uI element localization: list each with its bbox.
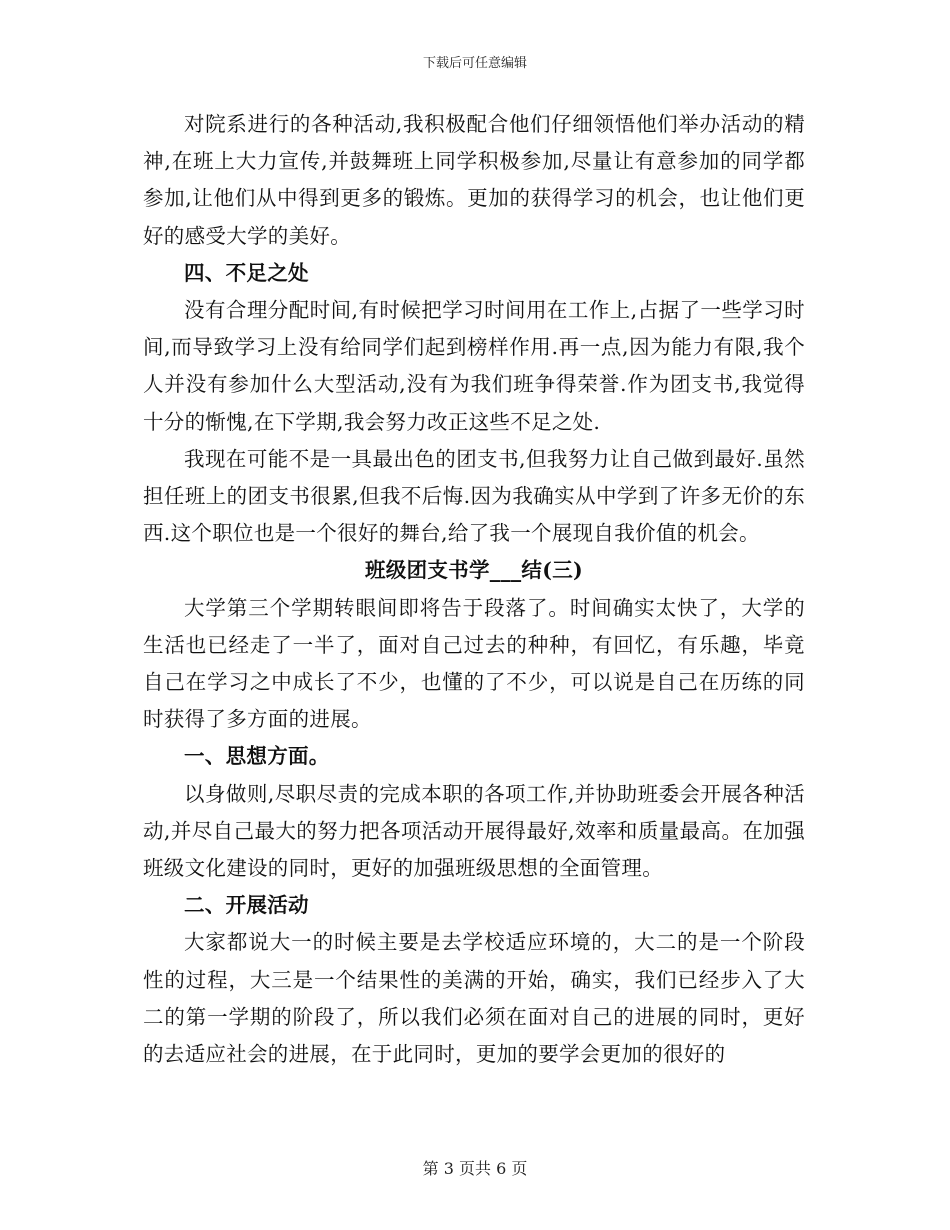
paragraph-shortcomings: 没有合理分配时间,有时候把学习时间用在工作上,占据了一些学习时间,而导致学习上没有给同学们起到榜样作用.再一点,因为能力有限,我个人并没有参加什么大型活动,没有为我们班争得荣誉.作为团支书,我觉得十分的惭愧,在下学期,我会努力改正这些不足之处. xyxy=(143,298,805,434)
heading-thought: 一、思想方面。 xyxy=(184,744,330,769)
header-note: 下载后可任意编辑 xyxy=(422,56,527,71)
paragraph-thought: 以身做则,尽职尽责的完成本职的各项工作,并协助班委会开展各种活动,并尽自己最大的努力把各项活动开展得最好,效率和质量最高。在加强班级文化建设的同时，更好的加强班级思想的全面管理。 xyxy=(143,781,805,881)
heading-shortcomings: 四、不足之处 xyxy=(184,260,309,285)
paragraph-reflection: 我现在可能不是一具最出色的团支书,但我努力让自己做到最好.虽然担任班上的团支书很累,但我不后悔.因为我确实从中学到了许多无价的东西.这个职位也是一个很好的舞台,给了我一个展现自我价值的机会。 xyxy=(143,446,805,546)
document-body xyxy=(143,106,805,1073)
page-number: 第 3 页共 6 页 xyxy=(422,1159,528,1178)
paragraph-activities: 对院系进行的各种活动,我积极配合他们仔细领悟他们举办活动的精神,在班上大力宣传,并鼓舞班上同学积极参加,尽量让有意参加的同学都参加,让他们从中得到更多的锻炼。更加的获得学习的机会，也让他们更好的感受大学的美好。 xyxy=(143,112,805,248)
paragraph-intro: 大学第三个学期转眼间即将告于段落了。时间确实太快了，大学的生活也已经走了一半了，面对自己过去的种种，有回忆，有乐趣，毕竟自己在学习之中成长了不少，也懂的了不少，可以说是自己在历练的同时获得了多方面的进展。 xyxy=(143,595,805,732)
paragraph-activities-detail: 大家都说大一的时候主要是去学校适应环境的，大二的是一个阶段性的过程，大三是一个结果性的美满的开始，确实，我们已经步入了大二的第一学期的阶段了，所以我们必须在面对自己的进展的同时，更好的去适应社会的进展，在于此同时，更加的要学会更加的很好的 xyxy=(143,930,805,1067)
heading-activities: 二、开展活动 xyxy=(184,893,309,918)
section-title: 班级团支书学___结(三) xyxy=(364,558,584,583)
